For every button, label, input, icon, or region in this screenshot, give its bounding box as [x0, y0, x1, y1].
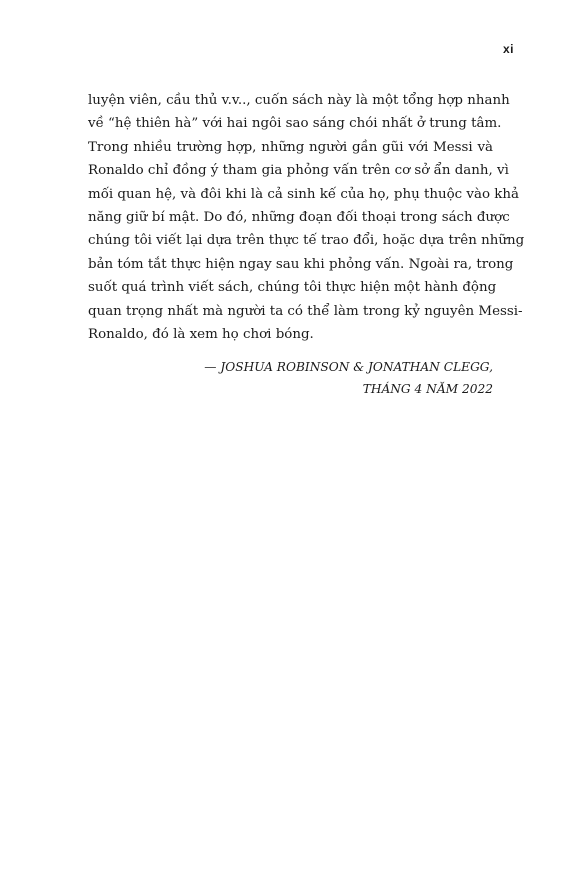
paragraph-line: về “hệ thiên hà” với hai ngôi sao sáng chói nhất ở trung tâm. — [88, 116, 502, 132]
paragraph-line: chúng tôi viết lại dựa trên thực tế trao đổi, hoặc dựa trên những — [88, 233, 525, 249]
paragraph-line: Ronaldo chỉ đồng ý tham gia phỏng vấn trên cơ sở ẩn danh, vì — [88, 163, 509, 179]
paragraph-line: suốt quá trình viết sách, chúng tôi thực hiện một hành động — [88, 280, 497, 296]
signature-date: THÁNG 4 NĂM 2022 — [362, 382, 493, 396]
paragraph-line: mối quan hệ, và đôi khi là cả sinh kế của họ, phụ thuộc vào khả — [88, 186, 520, 202]
paragraph-line: năng giữ bí mật. Do đó, những đoạn đối thoại trong sách được — [88, 210, 510, 226]
paragraph-line: bản tóm tắt thực hiện ngay sau khi phỏng vấn. Ngoài ra, trong — [88, 256, 514, 272]
paragraph-line: Trong nhiều trường hợp, những người gần gũi với Messi và — [88, 139, 493, 155]
signature-block — [204, 356, 493, 400]
paragraph-line: luyện viên, cầu thủ v.v.., cuốn sách này là một tổng hợp nhanh — [88, 93, 510, 108]
signature-authors: — JOSHUA ROBINSON & JONATHAN CLEGG, — [204, 360, 493, 374]
page-number: xi — [502, 42, 514, 56]
body-paragraph — [88, 89, 525, 346]
paragraph-line: Ronaldo, đó là xem họ chơi bóng. — [88, 327, 314, 343]
paragraph-line: quan trọng nhất mà người ta có thể làm trong kỷ nguyên Messi- — [88, 303, 523, 319]
